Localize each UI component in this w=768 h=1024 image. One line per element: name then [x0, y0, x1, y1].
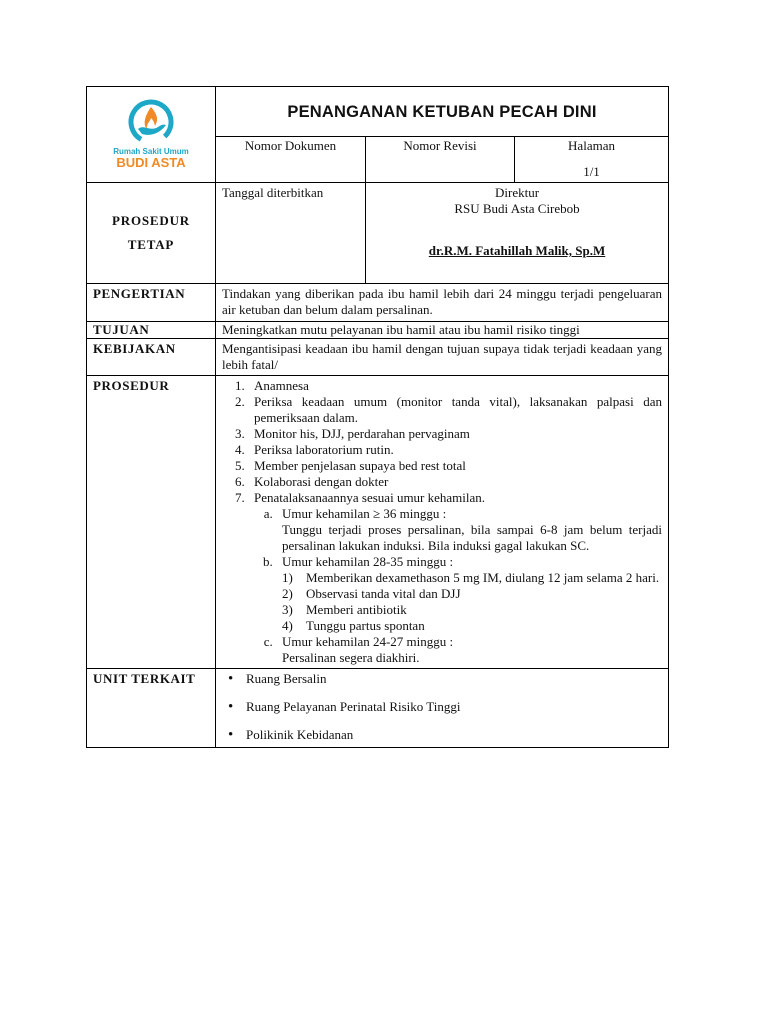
- gestational-age-list: [254, 506, 662, 666]
- tujuan-label: TUJUAN: [87, 322, 216, 339]
- unit-terkait-label: UNIT TERKAIT: [87, 669, 216, 748]
- kebijakan-label: KEBIJAKAN: [87, 339, 216, 376]
- pengertian-text: Tindakan yang diberikan pada ibu hamil lebih dari 24 minggu terjadi pengeluaran air ketuban dan belum dalam persalinan.: [216, 284, 669, 322]
- logo-line1: Rumah Sakit Umum: [113, 146, 189, 156]
- logo-cell: [87, 87, 216, 183]
- procedure-type: [87, 183, 216, 284]
- sub-item-b: [276, 554, 662, 634]
- sub-item-a: [276, 506, 662, 554]
- sub-c-text: Persalinan segera diakhiri.: [282, 650, 420, 665]
- director-title: Direktur: [494, 185, 540, 200]
- director-institution: RSU Budi Asta Cirebob: [454, 201, 580, 216]
- list-item: 1. Anamnesa: [248, 378, 662, 394]
- list-item: • Ruang Bersalin: [246, 671, 662, 687]
- pengertian-label: PENGERTIAN: [87, 284, 216, 322]
- list-item: 4) Tunggu partus spontan: [282, 618, 425, 633]
- list-item: 5. Member penjelasan supaya bed rest total: [248, 458, 662, 474]
- director-name: dr.R.M. Fatahillah Malik, Sp.M: [428, 243, 606, 258]
- sub-b-heading: b. Umur kehamilan 28-35 minggu :: [282, 554, 454, 569]
- list-item: 4. Periksa laboratorium rutin.: [248, 442, 662, 458]
- list-item: 6. Kolaborasi dengan dokter: [248, 474, 662, 490]
- prosedur-steps-cell: [216, 376, 669, 669]
- flame-wave-logo-icon: [126, 99, 176, 145]
- document-title: PENANGANAN KETUBAN PECAH DINI: [216, 87, 669, 137]
- prosedur-steps: [222, 378, 662, 666]
- logo-line2: BUDI ASTA: [116, 154, 186, 170]
- sub-item-c: [276, 634, 662, 666]
- page-label: Halaman: [568, 138, 615, 153]
- director-cell: [366, 183, 669, 284]
- sub-a-text: Tunggu terjadi proses persalinan, bila sampai 6-8 jam belum terjadi persalinan lakukan induksi. Bila induksi gagal lakukan SC.: [282, 522, 663, 553]
- step-7-text: Penatalaksanaannya sesuai umur kehamilan.: [254, 490, 486, 505]
- issued-label: Tanggal diterbitkan: [222, 185, 324, 200]
- tujuan-text: Meningkatkan mutu pelayanan ibu hamil atau ibu hamil risiko tinggi: [216, 322, 669, 339]
- doc-number-label: Nomor Dokumen: [216, 137, 366, 183]
- list-item: 2. Periksa keadaan umum (monitor tanda vital), laksanakan palpasi dan pemeriksaan dalam.: [248, 394, 662, 426]
- list-item: 3) Memberi antibiotik: [282, 602, 407, 617]
- sub-b-list: [282, 570, 662, 634]
- issued-date-cell: [216, 183, 366, 284]
- unit-terkait-cell: [216, 669, 669, 748]
- kebijakan-text: Mengantisipasi keadaan ibu hamil dengan tujuan supaya tidak terjadi keadaan yang lebih fatal/: [216, 339, 669, 376]
- hospital-logo: [113, 99, 189, 170]
- prosedur-label: PROSEDUR: [87, 376, 216, 669]
- procedure-type-line1: PROSEDUR: [112, 213, 190, 228]
- page-value: 1/1: [583, 164, 600, 179]
- list-item: 1) Memberikan dexamethason 5 mg IM, diulang 12 jam selama 2 hari.: [282, 570, 660, 585]
- list-item: • Ruang Pelayanan Perinatal Risiko Tinggi: [246, 699, 662, 715]
- sop-table: [86, 86, 669, 748]
- procedure-type-line2: TETAP: [127, 237, 175, 252]
- list-item: 3. Monitor his, DJJ, perdarahan pervaginam: [248, 426, 662, 442]
- revision-label: Nomor Revisi: [366, 137, 515, 183]
- list-item: • Polikinik Kebidanan: [246, 727, 662, 743]
- sub-a-heading: a. Umur kehamilan ≥ 36 minggu :: [282, 506, 447, 521]
- list-item: [248, 490, 662, 666]
- list-item: 2) Observasi tanda vital dan DJJ: [282, 586, 461, 601]
- related-units-list: [222, 671, 662, 743]
- sub-c-heading: c. Umur kehamilan 24-27 minggu :: [282, 634, 454, 649]
- page-cell: [515, 137, 669, 183]
